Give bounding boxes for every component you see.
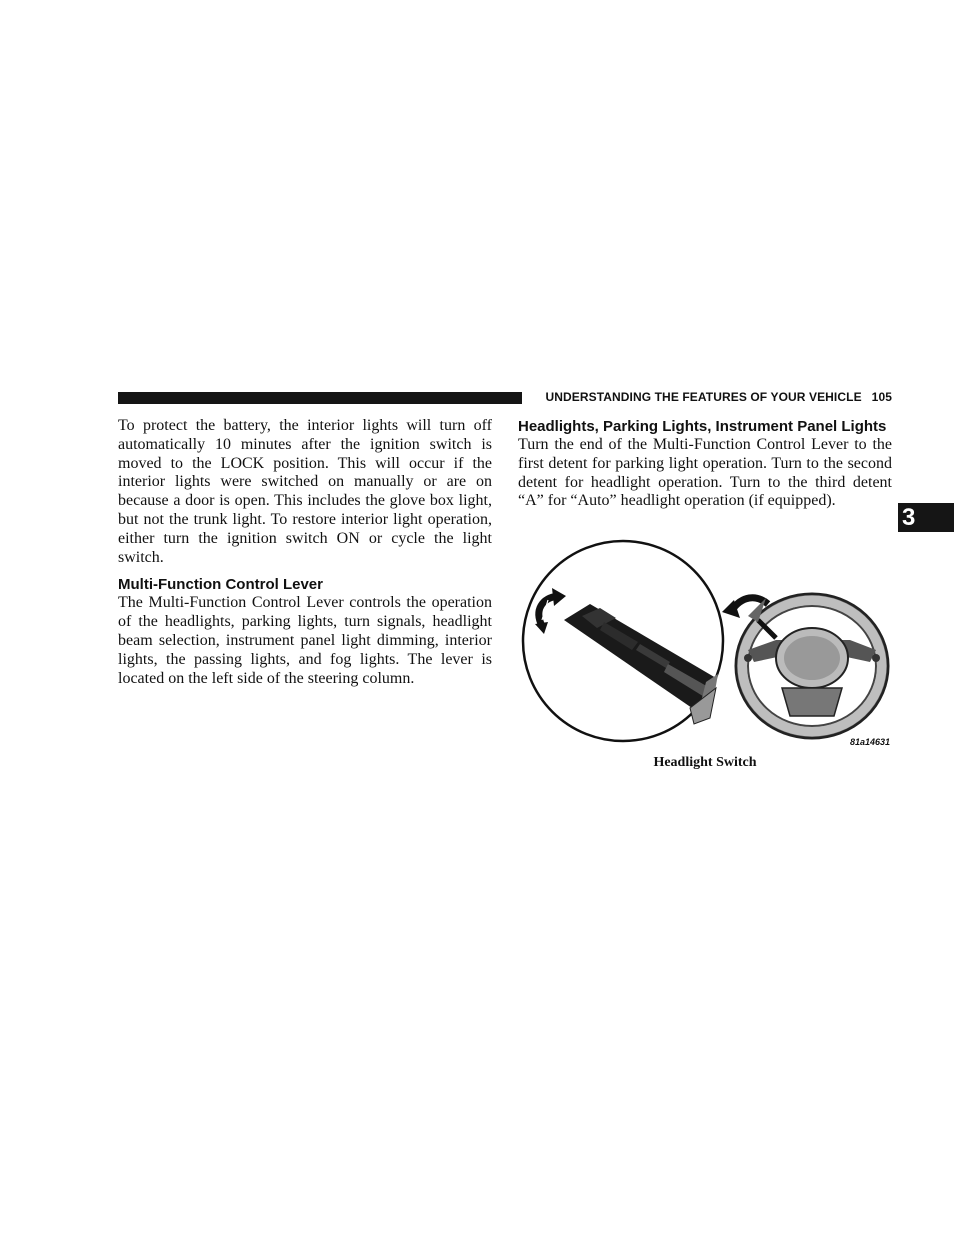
battery-paragraph: To protect the battery, the interior lights will turn off automatically 10 minutes after the ignition switch is moved to the LOCK position. This will occur if the interior lights were switched on manually or are on because a door is open. This includes the glove box light, but not the trunk light. To restore interior light operation, either turn the ignition switch ON or cycle the light switch. xyxy=(118,417,492,566)
figure-caption: Headlight Switch xyxy=(653,755,757,770)
multifunction-paragraph: The Multi-Function Control Lever controls the operation of the headlights, parking lights, turn signals, headlight beam selection, instrument panel light dimming, interior lights, the passing lights, and fog lights. The lever is located on the left side of the steering column. xyxy=(118,594,492,687)
left-column xyxy=(118,417,492,688)
headlight-switch-illustration xyxy=(520,538,896,750)
header-rule xyxy=(118,392,522,404)
figure-code: 81a14631 xyxy=(850,737,891,747)
running-header xyxy=(532,390,892,404)
header-title: UNDERSTANDING THE FEATURES OF YOUR VEHICLE xyxy=(545,390,862,404)
chapter-tab: 3 xyxy=(898,503,954,532)
section-heading-multifunction: Multi-Function Control Lever xyxy=(118,576,323,594)
steering-wheel xyxy=(736,594,888,738)
lever-detail-circle xyxy=(523,541,723,741)
headlights-paragraph: Turn the end of the Multi-Function Control Lever to the first detent for parking light operation. Turn to the second detent for headlight operation. Turn to the third detent “A” for “Auto” headlight operation (if equipped). xyxy=(518,436,892,510)
right-column xyxy=(518,417,892,511)
section-heading-headlights: Headlights, Parking Lights, Instrument Panel Lights xyxy=(518,418,887,435)
page-number: 105 xyxy=(871,390,892,404)
